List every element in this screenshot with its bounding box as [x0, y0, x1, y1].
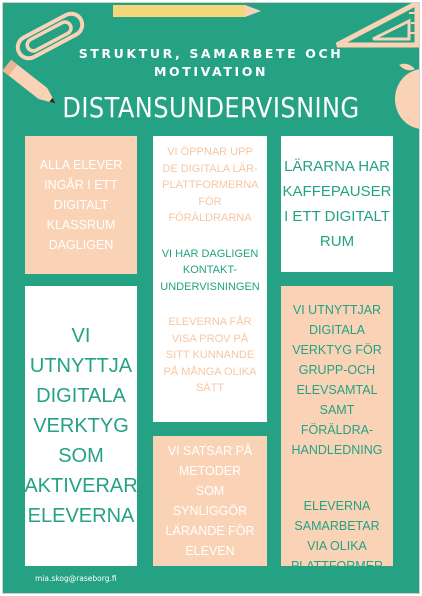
card-text: ALLA ELEVER INGÅR I ETT DIGITALT KLASSRUM DAGLIGEN — [39, 158, 123, 252]
card-conversations-collaboration — [281, 286, 393, 573]
set-square-icon — [333, 3, 420, 51]
card-text: ELEVERNA FÅR VISA PROV PÅ SITT KUNNANDE PÅ MÅNGA OLIKA SÄTT — [163, 316, 257, 394]
card-text: VI UTNYTTJAR DIGITALA VERKTYG FÖR GRUPP-OCH ELEVSAMTAL SAMT FÖRÄLDRA-HANDLEDNING — [291, 303, 383, 457]
card-platforms-contact-exams — [153, 136, 267, 422]
card-text: VI ÖPPNAR UPP DE DIGITALA LÄR-PLATTFORMERNA FÖR FÖRÄLDRARNA — [162, 146, 259, 224]
card-text: VI UTNYTTJA DIGITALA VERKTYG SOM AKTIVERAR ELEVERNA — [24, 325, 138, 527]
card-coffee-breaks — [281, 136, 393, 272]
subtitle-line: MOTIVATION — [153, 64, 269, 79]
subtitle-line: STRUKTUR, SAMARBETE OCH — [78, 46, 344, 61]
card-text: VI HAR DAGLIGEN KONTAKT-UNDERVISNINGEN — [160, 247, 260, 293]
pencil-icon — [113, 3, 263, 23]
card-text: VI SATSAR PÅ METODER SOM SYNLIGGÖR LÄRANDE FÖR ELEVEN — [165, 444, 255, 558]
contact-email: mia.skog@raseborg.fi — [35, 574, 117, 583]
subtitle — [3, 45, 419, 81]
card-text: LÄRARNA HAR KAFFEPAUSER I ETT DIGITALT RUM — [282, 158, 392, 250]
card-digital-tools — [25, 286, 137, 566]
card-visible-learning — [153, 436, 267, 566]
page-title: DISTANSUNDERVISNING — [62, 91, 360, 124]
card-daily-classroom — [25, 136, 137, 274]
card-text: ELEVERNA SAMARBETAR VIA OLIKA PLATTFORMER — [290, 499, 384, 573]
